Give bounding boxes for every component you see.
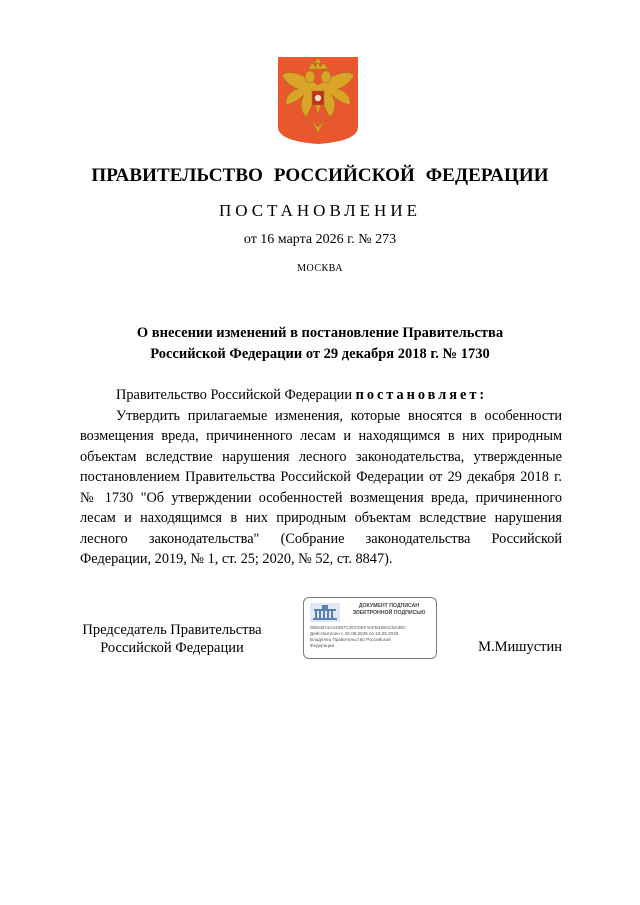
signer-name: М.Мишустин (478, 639, 562, 655)
decree-date-number: от 16 марта 2026 г. № 273 (243, 232, 397, 247)
decree-title-line: О внесении изменений в постановление Правительства (136, 325, 504, 341)
decree-title-line: Российской Федерации от 29 декабря 2018 г. № 1730 (150, 346, 490, 362)
government-name: ПРАВИТЕЛЬСТВО РОССИЙСКОЙ ФЕДЕРАЦИИ (91, 165, 549, 186)
intro-text: Правительство Российской Федерации (116, 387, 356, 403)
signer-position-line: Председатель Правительства (82, 622, 262, 638)
stamp-details (310, 625, 434, 649)
coat-of-arms-emblem (276, 55, 360, 145)
decree-paragraph: Утвердить прилагаемые изменения, которые вносятся в особенности возмещения вреда, причиненного лесам и находящимся в них природным объектам вследствие нарушения лесного законодательства, утвержденные постановлением Правительства Российской Федерации от 29 декабря 2018 г. № 1730 "Об утверждении особенностей возмещения вреда, причиненного лесам и находящимся в них природным объектам вследствие нарушения лесного законодательства" (Собрание законодательства Российской Федерации, 2019, № 1, ст. 25; 2020, № 52, ст. 8847). (80, 407, 562, 567)
electronic-signature-stamp (303, 597, 437, 659)
stamp-heading (344, 603, 434, 616)
decree-title (0, 323, 640, 365)
stamp-heading-line: ДОКУМЕНТ ПОДПИСАН (358, 603, 420, 609)
decree-intro (80, 385, 562, 406)
decree-city: МОСКВА (297, 263, 343, 274)
signer-position-line: Российской Федерации (100, 640, 244, 656)
stamp-owner: Федерации (310, 643, 335, 648)
stamp-certificate: 008CB74AA2097C2DC0EF4AFB469AC8A38C (310, 625, 407, 630)
decree-type: ПОСТАНОВЛЕНИЕ (218, 201, 421, 220)
stamp-validity: Действителен с 26.06.2025 по 19.09.2026 (310, 631, 399, 636)
signer-position (66, 621, 278, 657)
stamp-heading-line: ЭЛЕКТРОННОЙ ПОДПИСЬЮ (352, 609, 426, 616)
decree-body (80, 385, 562, 570)
government-building-icon (310, 603, 340, 622)
intro-resolves: постановляет: (355, 387, 488, 403)
stamp-owner: Владелец Правительство Российской (310, 637, 391, 642)
